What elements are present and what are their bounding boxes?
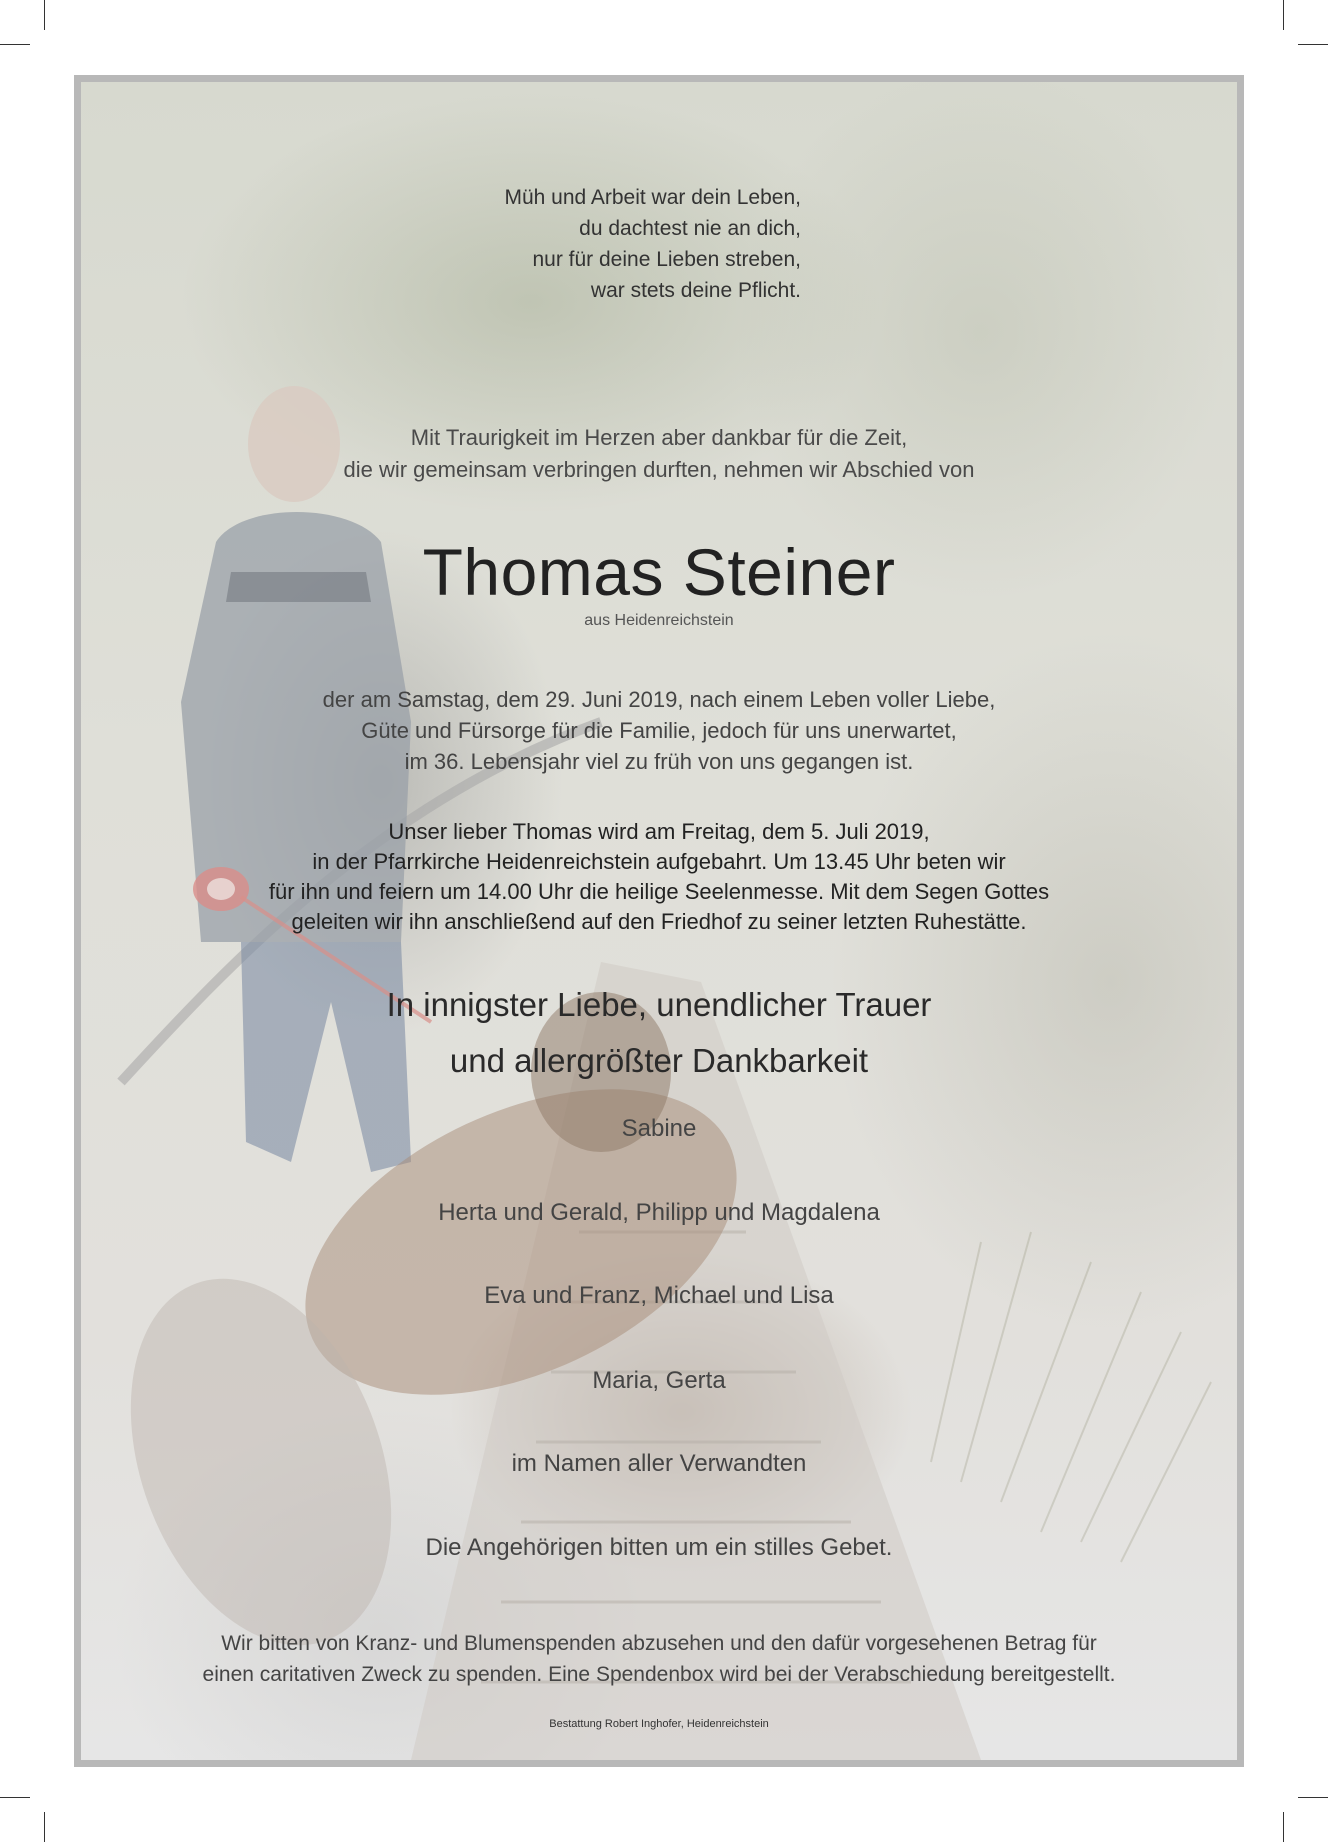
undertaker-credit: Bestattung Robert Inghofer, Heidenreichstein xyxy=(549,1718,769,1730)
crop-mark xyxy=(44,1812,45,1842)
family-member: Eva und Franz, Michael und Lisa xyxy=(484,1282,834,1309)
crop-mark xyxy=(1298,1797,1328,1798)
deceased-name: Thomas Steiner xyxy=(422,535,896,609)
poem-line: war stets deine Pflicht. xyxy=(590,279,801,302)
donation-line: Wir bitten von Kranz- und Blumenspenden abzusehen und den dafür vorgesehenen Betrag für xyxy=(221,1632,1097,1655)
mourning-line: und allergrößter Dankbarkeit xyxy=(449,1042,869,1079)
obituary-frame xyxy=(74,75,1244,1767)
donation-note xyxy=(81,1628,1237,1690)
biography-line: im 36. Lebensjahr viel zu früh von uns gegangen ist. xyxy=(404,749,914,774)
crop-mark xyxy=(1298,44,1328,45)
mourning-line: In innigster Liebe, unendlicher Trauer xyxy=(386,986,932,1023)
biography-line: Güte und Fürsorge für die Familie, jedoch für uns unerwartet, xyxy=(361,718,957,743)
crop-mark xyxy=(44,0,45,30)
crop-mark xyxy=(0,44,30,45)
prayer-request: Die Angehörigen bitten um ein stilles Gebet. xyxy=(425,1534,893,1561)
biography-line: der am Samstag, dem 29. Juni 2019, nach einem Leben voller Liebe, xyxy=(322,687,996,712)
family-note: im Namen aller Verwandten xyxy=(511,1450,807,1477)
poem-line: nur für deine Lieben streben, xyxy=(532,248,801,271)
poem xyxy=(504,182,801,306)
poem-line: du dachtest nie an dich, xyxy=(579,217,801,240)
donation-line: einen caritativen Zweck zu spenden. Eine Spendenbox wird bei der Verabschiedung bereitgestellt. xyxy=(202,1663,1116,1686)
family-member: Sabine xyxy=(621,1115,697,1142)
crop-mark xyxy=(1283,1812,1284,1842)
deceased-origin: aus Heidenreichstein xyxy=(584,612,734,629)
biography xyxy=(81,684,1237,777)
poem-line: Müh und Arbeit war dein Leben, xyxy=(504,186,801,209)
family-member: Herta und Gerald, Philipp und Magdalena xyxy=(438,1199,880,1226)
family-member: Maria, Gerta xyxy=(592,1367,726,1394)
service-line: geleiten wir ihn anschließend auf den Friedhof zu seiner letzten Ruhestätte. xyxy=(291,909,1027,934)
crop-mark xyxy=(1283,0,1284,30)
service-line: in der Pfarrkirche Heidenreichstein aufgebahrt. Um 13.45 Uhr beten wir xyxy=(312,849,1006,874)
intro-line: die wir gemeinsam verbringen durften, nehmen wir Abschied von xyxy=(343,457,975,482)
crop-mark xyxy=(0,1797,30,1798)
intro-text xyxy=(81,422,1237,486)
intro-line: Mit Traurigkeit im Herzen aber dankbar für die Zeit, xyxy=(410,425,908,450)
service-line: für ihn und feiern um 14.00 Uhr die heilige Seelenmesse. Mit dem Segen Gottes xyxy=(268,879,1050,904)
service-details xyxy=(81,817,1237,937)
service-line: Unser lieber Thomas wird am Freitag, dem 5. Juli 2019, xyxy=(388,819,930,844)
mourning-heading xyxy=(81,977,1237,1089)
